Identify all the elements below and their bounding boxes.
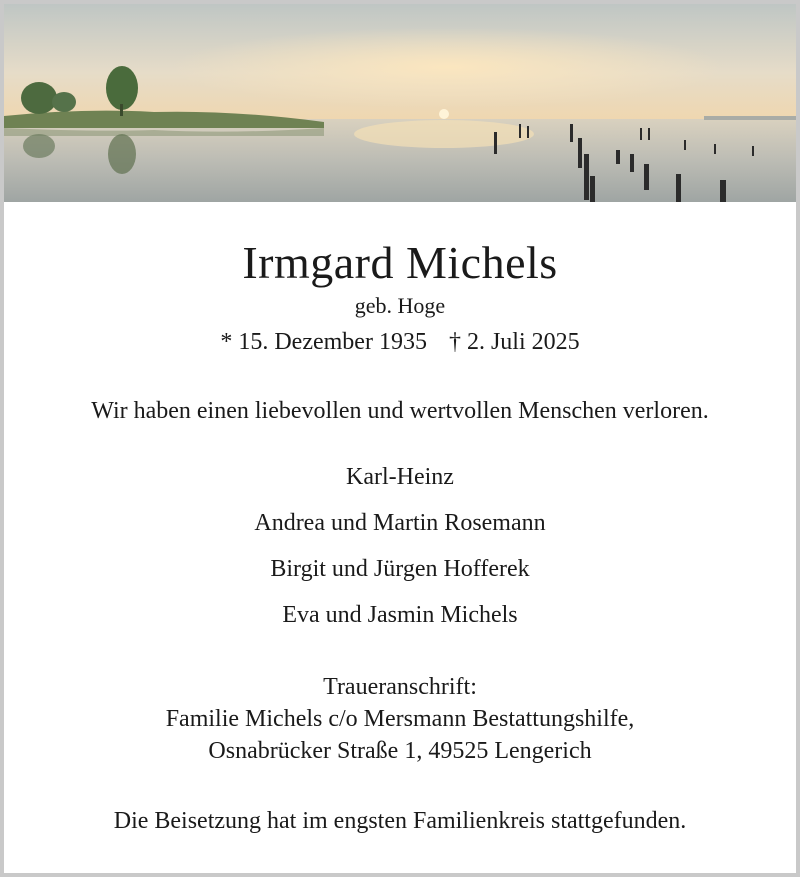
- lake-landscape-image: [4, 4, 796, 202]
- birth-date: * 15. Dezember 1935: [220, 329, 427, 355]
- death-date: † 2. Juli 2025: [448, 329, 580, 355]
- mourners-list: [4, 462, 796, 646]
- address-line-1: Familie Michels c/o Mersmann Bestattungshilfe,: [165, 706, 635, 732]
- mourner-item: Birgit und Jürgen Hofferek: [270, 556, 530, 582]
- deceased-name: Irmgard Michels: [242, 237, 558, 288]
- maiden-name: geb. Hoge: [354, 293, 446, 318]
- mourner-item: Andrea und Martin Rosemann: [254, 510, 546, 536]
- lead-text: Wir haben einen liebevollen und wertvollen Menschen verloren.: [91, 398, 709, 424]
- mourner-item: Karl-Heinz: [346, 464, 454, 490]
- address-line-2: Osnabrücker Straße 1, 49525 Lengerich: [208, 738, 592, 764]
- mourner-item: Eva und Jasmin Michels: [282, 602, 518, 628]
- address-label: Traueranschrift:: [323, 674, 477, 700]
- life-dates: [4, 327, 796, 357]
- closing-text: Die Beisetzung hat im engsten Familienkreis stattgefunden.: [113, 808, 687, 834]
